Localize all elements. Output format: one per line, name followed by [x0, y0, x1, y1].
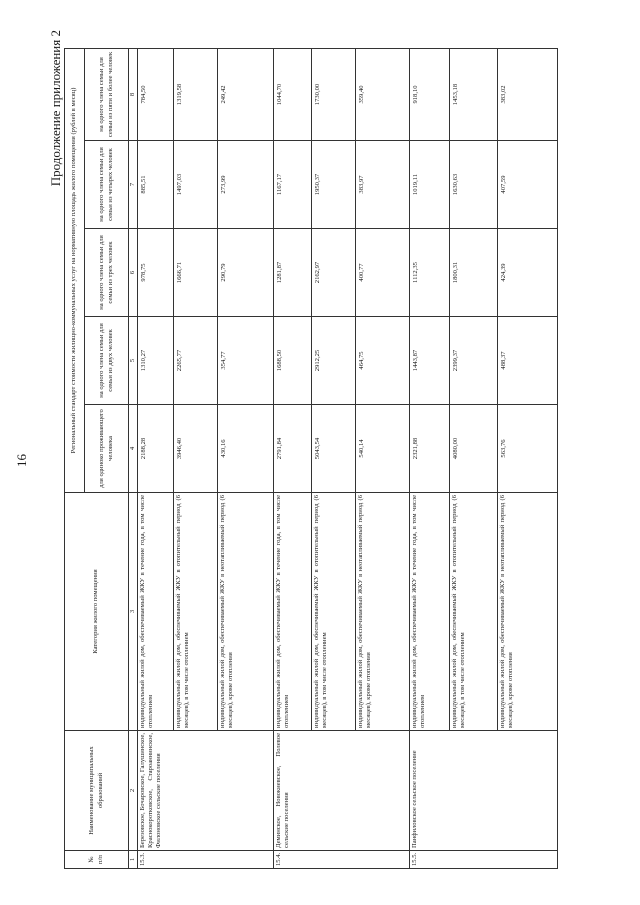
- header-standard-group: Региональный стандарт стоимости жилищно-коммунальных услуг на нормативную площадь жилого помещения (рублей в месяц): [65, 48, 85, 492]
- value-cell: 2791,84: [274, 405, 312, 493]
- header-col-single: для одиноко проживающего человека: [85, 405, 129, 493]
- value-cell: 1167,17: [274, 141, 312, 229]
- colnum-1: 1: [129, 851, 138, 869]
- value-cell: 3946,40: [174, 405, 218, 493]
- value-cell: 1112,35: [410, 229, 450, 317]
- value-cell: 354,77: [218, 317, 274, 405]
- value-cell: 1044,70: [274, 48, 312, 140]
- value-cell: 563,76: [498, 405, 558, 493]
- header-col-three: на одного члена семьи для семьи из трех человек: [85, 229, 129, 317]
- category-cell: индивидуальный жилой дом, обеспечиваемый ЖКУ в отопительный период (6 месяцев), в том числе отоплением: [312, 493, 356, 731]
- value-cell: 784,50: [138, 48, 174, 140]
- value-cell: 464,75: [356, 317, 410, 405]
- row-num: 15.4.: [274, 851, 410, 869]
- value-cell: 488,37: [498, 317, 558, 405]
- value-cell: 540,14: [356, 405, 410, 493]
- value-cell: 1688,50: [274, 317, 312, 405]
- value-cell: 1281,87: [274, 229, 312, 317]
- colnum-3: 3: [129, 493, 138, 731]
- value-cell: 2188,28: [138, 405, 174, 493]
- value-cell: 978,75: [138, 229, 174, 317]
- value-cell: 1950,37: [312, 141, 356, 229]
- value-cell: 5043,54: [312, 405, 356, 493]
- value-cell: 2399,37: [450, 317, 498, 405]
- value-cell: 2162,97: [312, 229, 356, 317]
- colnum-4: 4: [129, 405, 138, 493]
- colnum-2: 2: [129, 731, 138, 851]
- category-cell: индивидуальный жилой дом, обеспечиваемый ЖКУ в течение года, в том числе отоплением: [410, 493, 450, 731]
- value-cell: 424,39: [498, 229, 558, 317]
- value-cell: 1319,58: [174, 48, 218, 140]
- header-col-two: на одного члена семьи для семьи из двух человек: [85, 317, 129, 405]
- header-category: Категория жилого помещения: [65, 493, 129, 731]
- value-cell: 4080,00: [450, 405, 498, 493]
- category-cell: индивидуальный жилой дом, обеспечиваемый ЖКУ в неотапливаемый период (6 месяцев), кроме отопления: [356, 493, 410, 731]
- value-cell: 1497,03: [174, 141, 218, 229]
- municipality-name: Деминское, Новокиевское, Полевое сельские поселения: [274, 731, 410, 851]
- value-cell: 1453,18: [450, 48, 498, 140]
- category-cell: индивидуальный жилой дом, обеспечиваемый ЖКУ в течение года, в том числе отоплением: [274, 493, 312, 731]
- value-cell: 273,99: [218, 141, 274, 229]
- tariff-table: [64, 48, 558, 869]
- value-cell: 1310,27: [138, 317, 174, 405]
- value-cell: 249,42: [218, 48, 274, 140]
- municipality-name: Березовское, Бочаровское, Галушинское, Краснокоротковское, Староаннинское, Филоновское сельские поселения: [138, 731, 274, 851]
- category-cell: индивидуальный жилой дом, обеспечиваемый ЖКУ в отопительный период (6 месяцев), в том числе отоплением: [174, 493, 218, 731]
- value-cell: 290,79: [218, 229, 274, 317]
- continuation-label: Продолжение приложения 2: [48, 30, 63, 187]
- colnum-7: 7: [129, 141, 138, 229]
- value-cell: 383,02: [498, 48, 558, 140]
- value-cell: 1443,87: [410, 317, 450, 405]
- category-cell: индивидуальный жилой дом, обеспечиваемый ЖКУ в течение года, в том числе отоплением: [138, 493, 174, 731]
- value-cell: 1019,11: [410, 141, 450, 229]
- value-cell: 407,59: [498, 141, 558, 229]
- value-cell: 1666,71: [174, 229, 218, 317]
- value-cell: 1630,63: [450, 141, 498, 229]
- value-cell: 2321,88: [410, 405, 450, 493]
- municipality-name: Панфиловское сельское поселение: [410, 731, 558, 851]
- row-num: 15.3.: [138, 851, 274, 869]
- value-cell: 885,51: [138, 141, 174, 229]
- colnum-8: 8: [129, 48, 138, 140]
- category-cell: индивидуальный жилой дом, обеспечиваемый ЖКУ в неотапливаемый период (6 месяцев), кроме отопления: [498, 493, 558, 731]
- value-cell: 2912,25: [312, 317, 356, 405]
- colnum-5: 5: [129, 317, 138, 405]
- value-cell: 2265,77: [174, 317, 218, 405]
- value-cell: 1800,31: [450, 229, 498, 317]
- colnum-6: 6: [129, 229, 138, 317]
- value-cell: 918,10: [410, 48, 450, 140]
- value-cell: 383,97: [356, 141, 410, 229]
- category-cell: индивидуальный жилой дом, обеспечиваемый ЖКУ в неотапливаемый период (6 месяцев), кроме отопления: [218, 493, 274, 731]
- category-cell: индивидуальный жилой дом, обеспечиваемый ЖКУ в отопительный период (6 месяцев), в том числе отоплением: [450, 493, 498, 731]
- header-municipality: Наименование муниципальных образований: [65, 731, 129, 851]
- value-cell: 400,77: [356, 229, 410, 317]
- row-num: 15.5.: [410, 851, 558, 869]
- header-num: № п/п: [65, 851, 129, 869]
- value-cell: 359,40: [356, 48, 410, 140]
- value-cell: 430,16: [218, 405, 274, 493]
- header-col-four: на одного члена семьи для семьи из четырех человек: [85, 141, 129, 229]
- value-cell: 1730,00: [312, 48, 356, 140]
- page-number: 16: [14, 454, 29, 467]
- header-col-five: на одного члена семьи для семьи из пяти и более человек: [85, 48, 129, 140]
